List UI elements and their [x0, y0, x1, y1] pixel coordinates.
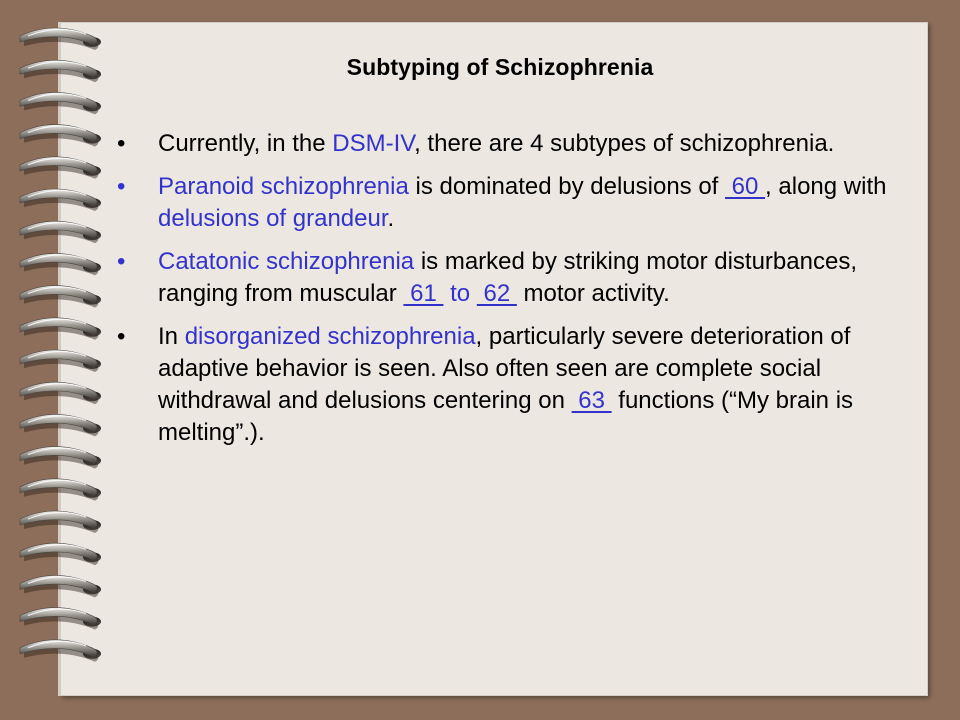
- highlighted-term: disorganized schizophrenia: [184, 323, 476, 350]
- spiral-coil: [20, 189, 101, 211]
- bullet-list: [115, 128, 915, 460]
- bullet-text: , along with: [765, 173, 887, 200]
- spiral-coil: [20, 157, 101, 179]
- bullet-text: , there are 4 subtypes of schizophrenia.: [414, 130, 835, 157]
- highlighted-term: delusions of grandeur: [158, 205, 388, 232]
- spiral-coil: [20, 543, 101, 565]
- spiral-coil: [20, 414, 101, 436]
- spiral-coil: [20, 286, 101, 308]
- bullet-text: motor activity.: [516, 280, 670, 307]
- bullet-text: is dominated by delusions of: [408, 173, 726, 200]
- fill-in-blank: 60: [725, 173, 766, 200]
- spiral-coil: [20, 125, 101, 147]
- bullet-item: [115, 128, 915, 160]
- spiral-coil: [20, 575, 101, 597]
- bullet-text: is marked by striking motor disturbances, ranging from muscular: [158, 248, 857, 307]
- highlighted-term: Paranoid schizophrenia: [158, 173, 409, 200]
- spiral-coil: [20, 479, 101, 501]
- spiral-binding-icon: [0, 0, 120, 720]
- bullet-dot: •: [117, 173, 126, 200]
- bullet-text: .: [387, 205, 395, 232]
- bullet-text: Currently, in the: [158, 130, 333, 157]
- spiral-coil: [20, 92, 101, 114]
- fill-in-blank: 63: [571, 387, 612, 414]
- spiral-coil: [20, 511, 101, 533]
- highlighted-term: DSM-IV: [332, 130, 415, 157]
- bullet-item: [115, 246, 915, 310]
- spiral-coil: [20, 447, 101, 469]
- bullet-item: [115, 171, 915, 235]
- bullet-dot: •: [117, 323, 126, 350]
- bullet-dot: •: [117, 248, 126, 275]
- bullet-text: In: [158, 323, 185, 350]
- fill-in-blank: 62: [476, 280, 517, 307]
- highlighted-term: to: [443, 280, 477, 307]
- fill-in-blank: 61: [403, 280, 444, 307]
- bullet-item: [115, 321, 915, 449]
- highlighted-term: Catatonic schizophrenia: [158, 248, 415, 275]
- spiral-coil: [20, 253, 101, 275]
- spiral-coil: [20, 28, 101, 50]
- bullet-text: , particularly severe deterioration of adaptive behavior is seen. Also often seen are complete social withdrawal and delusions centering on: [158, 323, 851, 414]
- spiral-coil: [20, 640, 101, 662]
- bullet-text: functions (“My brain is melting”.).: [158, 387, 854, 446]
- spiral-coil: [20, 382, 101, 404]
- spiral-coil: [20, 350, 101, 372]
- spiral-coil: [20, 608, 101, 630]
- slide-title: Subtyping of Schizophrenia: [346, 54, 654, 80]
- bullet-dot: •: [117, 130, 126, 157]
- spiral-coil: [20, 318, 101, 340]
- spiral-coil: [20, 221, 101, 243]
